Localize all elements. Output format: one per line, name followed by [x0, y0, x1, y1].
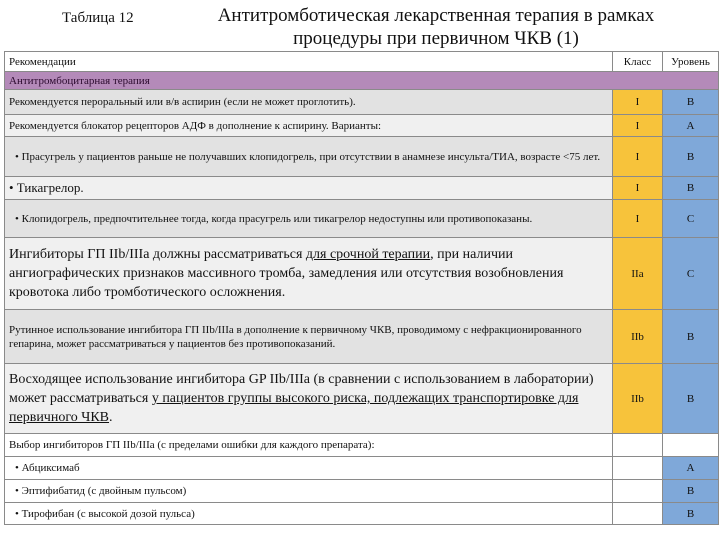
class-cell — [613, 434, 663, 457]
recommendation-text — [5, 238, 613, 310]
class-cell — [613, 480, 663, 503]
class-cell: IIa — [613, 238, 663, 310]
title-block — [0, 0, 720, 52]
text-part: . — [109, 410, 113, 425]
text-part: Восходящее использование ингибитора GP IIb/IIIa (в сравнении с использованием в лаборатории) может рассматриваться — [9, 372, 594, 406]
table-row — [5, 90, 719, 115]
table-row — [5, 457, 719, 480]
recommendation-text — [5, 364, 613, 434]
table-row — [5, 115, 719, 137]
class-cell — [613, 503, 663, 525]
level-cell: B — [663, 90, 719, 115]
class-cell — [613, 457, 663, 480]
level-cell: B — [663, 177, 719, 200]
underlined-text: у пациентов группы высокого риска, подлежащих транспортировке для первичного ЧКВ — [9, 391, 579, 425]
recommendation-text: • Прасугрель у пациентов раньше не получавших клопидогрель, при отсутствии в анамнезе инсульта/ТИА, возрасте <75 лет. — [5, 137, 613, 177]
recommendation-text: • Тирофибан (с высокой дозой пульса) — [5, 503, 613, 525]
level-cell: A — [663, 457, 719, 480]
level-cell: B — [663, 364, 719, 434]
table-row — [5, 200, 719, 238]
table-row — [5, 177, 719, 200]
recommendation-text: Рекомендуется пероральный или в/в аспирин (если не может проглотить). — [5, 90, 613, 115]
recommendation-text: Рутинное использование ингибитора ГП IIb/IIIa в дополнение к первичному ЧКВ, проводимому с нефракционированного гепарина, может рассматриваться у пациентов без противопоказаний. — [5, 310, 613, 364]
col-header-recommendation: Рекомендации — [5, 52, 613, 72]
section-row — [5, 72, 719, 90]
table-row — [5, 480, 719, 503]
level-cell: C — [663, 238, 719, 310]
table-row — [5, 310, 719, 364]
class-cell: I — [613, 200, 663, 238]
table-header-row — [5, 52, 719, 72]
underlined-text: для срочной терапии — [305, 247, 431, 262]
level-cell: C — [663, 200, 719, 238]
col-header-class: Класс — [613, 52, 663, 72]
recommendation-text: • Клопидогрель, предпочтительнее тогда, когда прасугрель или тикагрелор недоступны или противопоказаны. — [5, 200, 613, 238]
table-row — [5, 364, 719, 434]
recommendation-text: • Эптифибатид (с двойным пульсом) — [5, 480, 613, 503]
class-cell: I — [613, 115, 663, 137]
level-cell: B — [663, 503, 719, 525]
level-cell: A — [663, 115, 719, 137]
class-cell: IIb — [613, 310, 663, 364]
table-number: Таблица 12 — [62, 10, 134, 26]
page-title: Антитромботическая лекарственная терапия в рамках процедуры при первичном ЧКВ (1) — [217, 5, 655, 49]
section-title: Антитромбоцитарная терапия — [5, 72, 719, 90]
recommendation-text: Рекомендуется блокатор рецепторов АДФ в дополнение к аспирину. Варианты: — [5, 115, 613, 137]
col-header-level: Уровень — [663, 52, 719, 72]
class-cell: I — [613, 177, 663, 200]
recommendation-text: Выбор ингибиторов ГП IIb/IIIa (с пределами ошибки для каждого препарата): — [5, 434, 613, 457]
table-row — [5, 238, 719, 310]
recommendation-text: • Абциксимаб — [5, 457, 613, 480]
table-row — [5, 434, 719, 457]
class-cell: I — [613, 90, 663, 115]
level-cell — [663, 434, 719, 457]
recommendations-table — [4, 51, 719, 525]
recommendation-text: • Тикагрелор. — [5, 177, 613, 200]
class-cell: I — [613, 137, 663, 177]
table-row — [5, 503, 719, 525]
level-cell: B — [663, 480, 719, 503]
level-cell: B — [663, 137, 719, 177]
table-row — [5, 137, 719, 177]
text-part: , при наличии ангиографических признаков массивного тромба, замедления или отсутствия возобновления кровотока либо тромботического осложнения. — [9, 247, 564, 300]
class-cell: IIb — [613, 364, 663, 434]
text-part: Ингибиторы ГП IIb/IIIa должны рассматриваться — [9, 247, 306, 262]
level-cell: B — [663, 310, 719, 364]
